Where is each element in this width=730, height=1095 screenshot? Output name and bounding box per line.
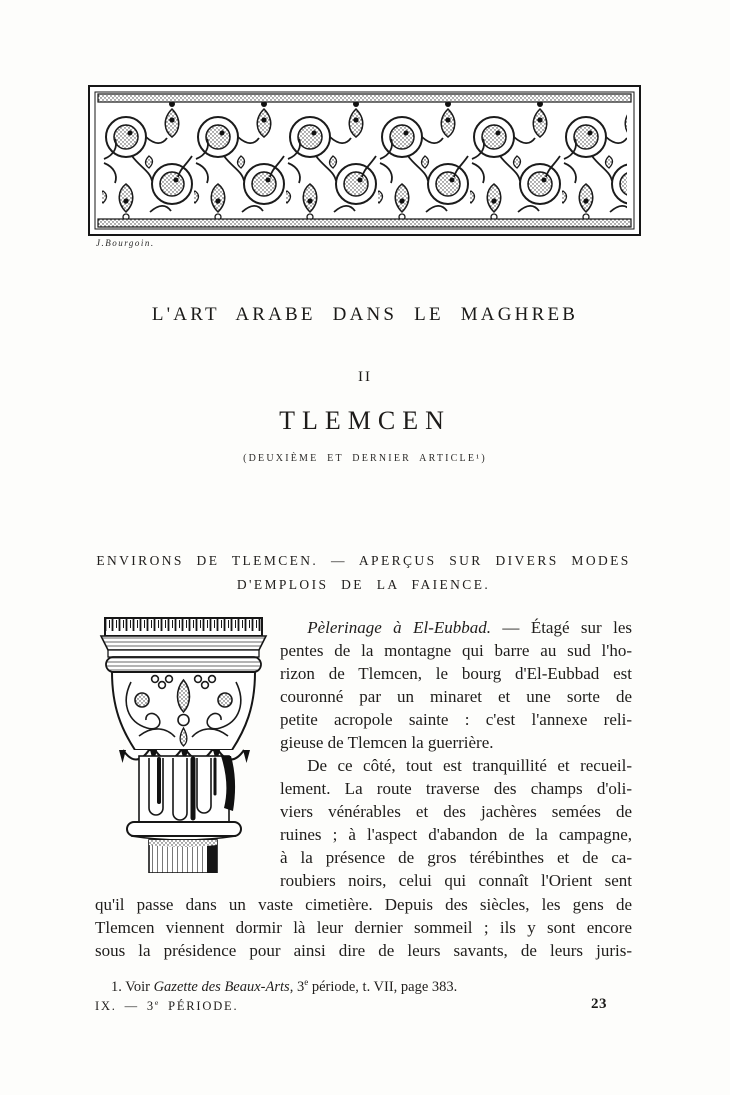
series-signature (95, 999, 238, 1014)
paragraph-lead-italic: Pèlerinage à El-Eubbad. (307, 618, 491, 637)
body-line: pentes de la montagne qui barre au sud l'ho- (280, 641, 632, 660)
body-line: petite acropole sainte : c'est l'annexe reli- (280, 710, 632, 729)
body-line: roubiers noirs, celui qui connaît l'Orient sent (280, 871, 632, 890)
footnote (95, 977, 632, 997)
body-line: qu'il passe dans un vaste cimetière. Depuis des siècles, les gens de (95, 895, 632, 914)
engraver-signature: J.Bourgoin. (96, 238, 155, 248)
series-signature-rest: PÉRIODE. (160, 999, 239, 1013)
column-capital-engraving (95, 616, 272, 873)
full-width-text (95, 893, 632, 962)
body-line: Tlemcen viennent dormir là leur dernier sommeil ; ils y sont encore (95, 918, 632, 937)
footnote-mid: , 3 (289, 979, 305, 995)
paragraph-lead-rest: — Étagé sur les (491, 618, 632, 637)
body-line: sous la présidence pour ainsi dire de leurs savants, de leurs juris- (95, 941, 632, 960)
body-line: gieuse de Tlemcen la guerrière. (280, 733, 494, 752)
body-line: à la présence de gros térébinthes et de ca- (280, 848, 632, 867)
narrow-text-column (280, 616, 632, 892)
arabesque-frieze-engraving (88, 85, 641, 236)
body-line: lement. La route traverse des champs d'oli- (280, 779, 632, 798)
section-heading-line1: ENVIRONS DE TLEMCEN. — APERÇUS SUR DIVERS MODES (96, 553, 631, 568)
page-title: TLEMCEN (279, 406, 451, 435)
page-number: 23 (591, 996, 607, 1012)
footnote-superscript: e (304, 977, 309, 988)
body-line: De ce côté, tout est tranquillité et recueil- (307, 756, 632, 775)
series-signature-superscript: e (154, 997, 161, 1007)
body-text-block (95, 616, 632, 962)
body-line: rizon de Tlemcen, le bourg d'El-Eubbad est (280, 664, 632, 683)
body-line (280, 616, 632, 639)
article-subtitle: (DEUXIÈME ET DERNIER ARTICLE¹) (243, 453, 487, 464)
section-heading (95, 549, 632, 597)
body-line: viers vénérables et des jachères semées de (280, 802, 632, 821)
page-footer (95, 996, 607, 1014)
part-number: II (358, 369, 372, 385)
body-line: couronné par un minaret et une sorte de (280, 687, 632, 706)
footnote-journal-title: Gazette des Beaux-Arts (153, 979, 290, 995)
arabesque-frieze-svg (88, 85, 641, 236)
text-with-illustration-row (95, 616, 632, 892)
article-series-title: L'ART ARABE DANS LE MAGHREB (151, 304, 579, 325)
section-heading-line2: D'EMPLOIS DE LA FAIENCE. (236, 577, 491, 592)
series-signature-text: IX. — 3 (95, 999, 155, 1013)
body-line: ruines ; à l'aspect d'abandon de la campagne, (280, 825, 632, 844)
footnote-prefix: 1. Voir (111, 979, 154, 995)
footnote-suffix: période, t. VII, page 383. (308, 979, 458, 995)
